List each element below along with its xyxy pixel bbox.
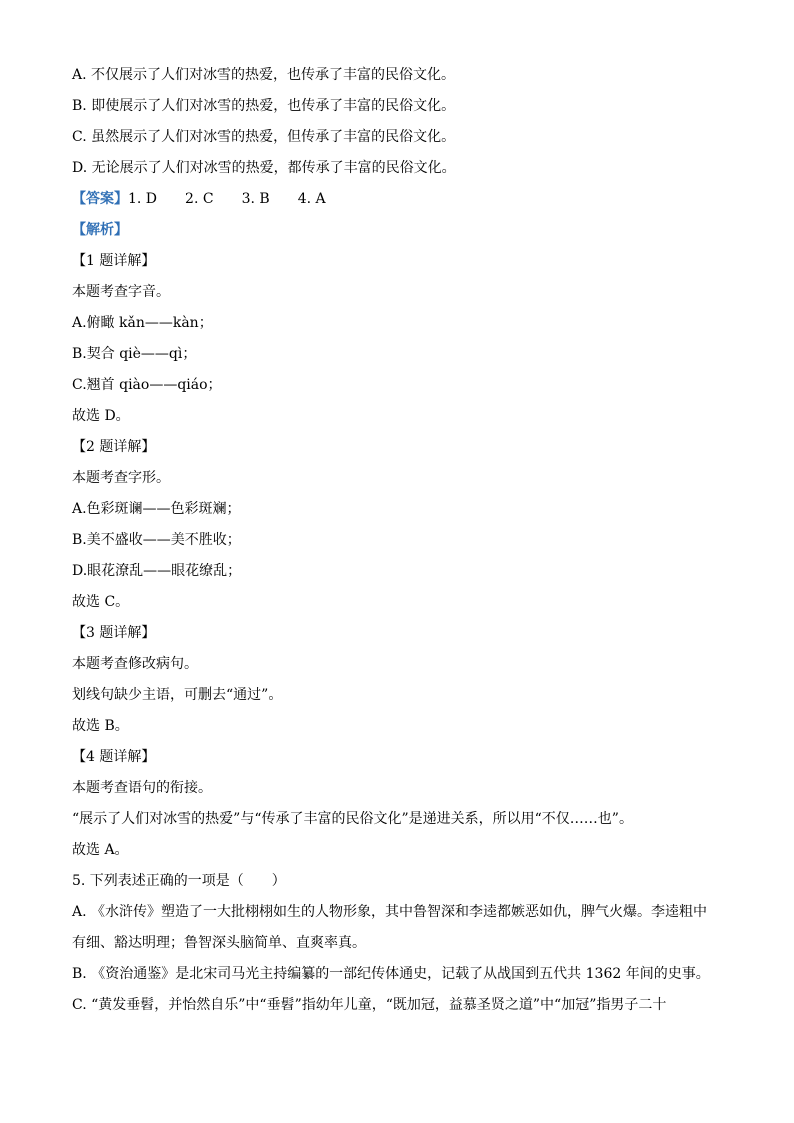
answer-item: 2. C [185, 191, 214, 207]
answer-item: 3. B [241, 191, 270, 207]
q3-line: 划线句缺少主语，可删去“通过”。 [72, 687, 283, 703]
q1-line: 故选 D。 [72, 408, 130, 424]
q5-stem: 5. 下列表述正确的一项是（ ） [72, 873, 286, 889]
q2-heading: 【2 题详解】 [72, 439, 156, 455]
q5-option-b: B. 《资治通鉴》是北宋司马光主持编纂的一部纪传体通史，记载了从战国到五代共 1362 年间的史事。 [72, 966, 710, 982]
answer-tag: 【答案】 [72, 191, 128, 207]
q1-heading: 【1 题详解】 [72, 253, 156, 269]
q4-line: “展示了人们对冰雪的热爱”与“传承了丰富的民俗文化”是递进关系，所以用“不仅……也”。 [72, 811, 633, 827]
option-d: D. 无论展示了人们对冰雪的热爱，都传承了丰富的民俗文化。 [72, 160, 456, 176]
q1-line: C.翘首 qiào——qiáo； [72, 377, 222, 393]
q4-line: 故选 A。 [72, 842, 129, 858]
option-a: A. 不仅展示了人们对冰雪的热爱，也传承了丰富的民俗文化。 [72, 67, 456, 83]
q5-option-a-cont: 有细、豁达明理；鲁智深头脑简单、直爽率真。 [72, 935, 366, 951]
q3-heading: 【3 题详解】 [72, 625, 156, 641]
q2-line: A.色彩斑谰——色彩斑斓； [72, 501, 241, 517]
answer-item: 4. A [297, 191, 326, 207]
option-c: C. 虽然展示了人们对冰雪的热爱，但传承了丰富的民俗文化。 [72, 129, 456, 145]
q4-line: 本题考查语句的衔接。 [72, 780, 212, 796]
answer-line [72, 189, 326, 209]
q1-line: 本题考查字音。 [72, 284, 170, 300]
q3-line: 本题考查修改病句。 [72, 656, 198, 672]
option-b: B. 即使展示了人们对冰雪的热爱，也传承了丰富的民俗文化。 [72, 98, 456, 114]
answer-item: 1. D [128, 191, 158, 207]
analysis-tag: 【解析】 [72, 222, 128, 238]
q5-option-c: C. “黄发垂髫，并怡然自乐”中“垂髫”指幼年儿童，“既加冠，益慕圣贤之道”中“加冠”指男子二十 [72, 997, 667, 1013]
q5-option-a: A. 《水浒传》塑造了一大批栩栩如生的人物形象，其中鲁智深和李逵都嫉恶如仇，脾气火爆。李逵粗中 [72, 904, 708, 920]
q2-line: 故选 C。 [72, 594, 130, 610]
q3-line: 故选 B。 [72, 718, 129, 734]
q2-line: D.眼花潦乱——眼花缭乱； [72, 563, 242, 579]
q1-line: A.俯瞰 kǎn——kàn； [72, 315, 213, 331]
q2-line: 本题考查字形。 [72, 470, 170, 486]
q4-heading: 【4 题详解】 [72, 749, 156, 765]
q2-line: B.美不盛收——美不胜收； [72, 532, 241, 548]
q1-line: B.契合 qiè——qì； [72, 346, 197, 362]
